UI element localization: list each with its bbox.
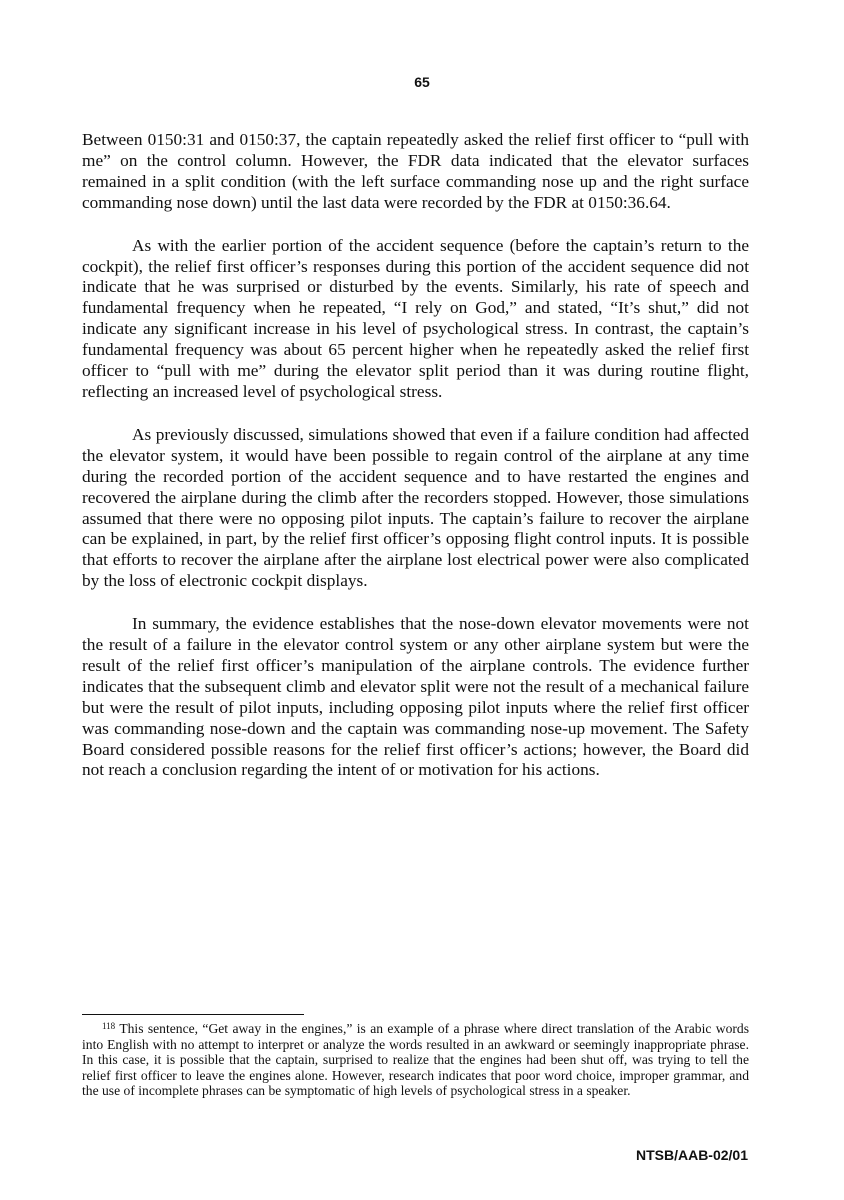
footnote	[82, 1021, 749, 1099]
footnote-number: 118	[102, 1021, 116, 1031]
paragraph-2: As with the earlier portion of the accident sequence (before the captain’s return to the cockpit), the relief first officer’s responses during this portion of the accident sequence did not indicate that he was surprised or disturbed by the events. Similarly, his rate of speech and fundamental frequency when he repeated, “I rely on God,” and stated, “It’s shut,” did not indicate any significant increase in his level of psychological stress. In contrast, the captain’s fundamental frequency was about 65 percent higher when he repeatedly asked the relief first officer to “pull with me” during the elevator split period than it was during routine flight, reflecting an increased level of psychological stress.	[82, 235, 749, 401]
page-number: 65	[414, 74, 430, 90]
paragraph-3: As previously discussed, simulations showed that even if a failure condition had affected the elevator system, it would have been possible to regain control of the airplane at any time during the recorded portion of the accident sequence and to have restarted the engines and recovered the airplane during the climb after the recorders stopped. However, those simulations assumed that there were no opposing pilot inputs. The captain’s failure to recover the airplane can be explained, in part, by the relief first officer’s opposing flight control inputs. It is possible that efforts to recover the airplane after the airplane lost electrical power were also complicated by the loss of electronic cockpit displays.	[82, 424, 749, 591]
body-text	[82, 130, 749, 803]
footnote-text: This sentence, “Get away in the engines,” is an example of a phrase where direct translation of the Arabic words into English with no attempt to interpret or analyze the words resulted in an awkward or seemingly inappropriate phrase. In this case, it is possible that the captain, surprised to realize that the engines had been shut off, was trying to tell the relief first officer to leave the engines alone. However, research indicates that poor word choice, improper grammar, and the use of incomplete phrases can be symptomatic of high levels of psychological stress in a speaker.	[82, 1021, 749, 1099]
paragraph-4: In summary, the evidence establishes that the nose-down elevator movements were not the result of a failure in the elevator control system or any other airplane system but were the result of the relief first officer’s manipulation of the airplane controls. The evidence further indicates that the subsequent climb and elevator split were not the result of a mechanical failure but were the result of pilot inputs, including opposing pilot inputs where the relief first officer was commanding nose-down and the captain was commanding nose-up movement. The Safety Board considered possible reasons for the relief first officer’s actions; however, the Board did not reach a conclusion regarding the intent of or motivation for his actions.	[82, 614, 749, 780]
paragraph-1: Between 0150:31 and 0150:37, the captain repeatedly asked the relief first officer to “pull with me” on the control column. However, the FDR data indicated that the elevator surfaces remained in a split condition (with the left surface commanding nose up and the right surface commanding nose down) until the last data were recorded by the FDR at 0150:36.64.	[82, 130, 749, 212]
footnote-separator	[82, 1014, 304, 1015]
report-id: NTSB/AAB-02/01	[635, 1147, 748, 1163]
